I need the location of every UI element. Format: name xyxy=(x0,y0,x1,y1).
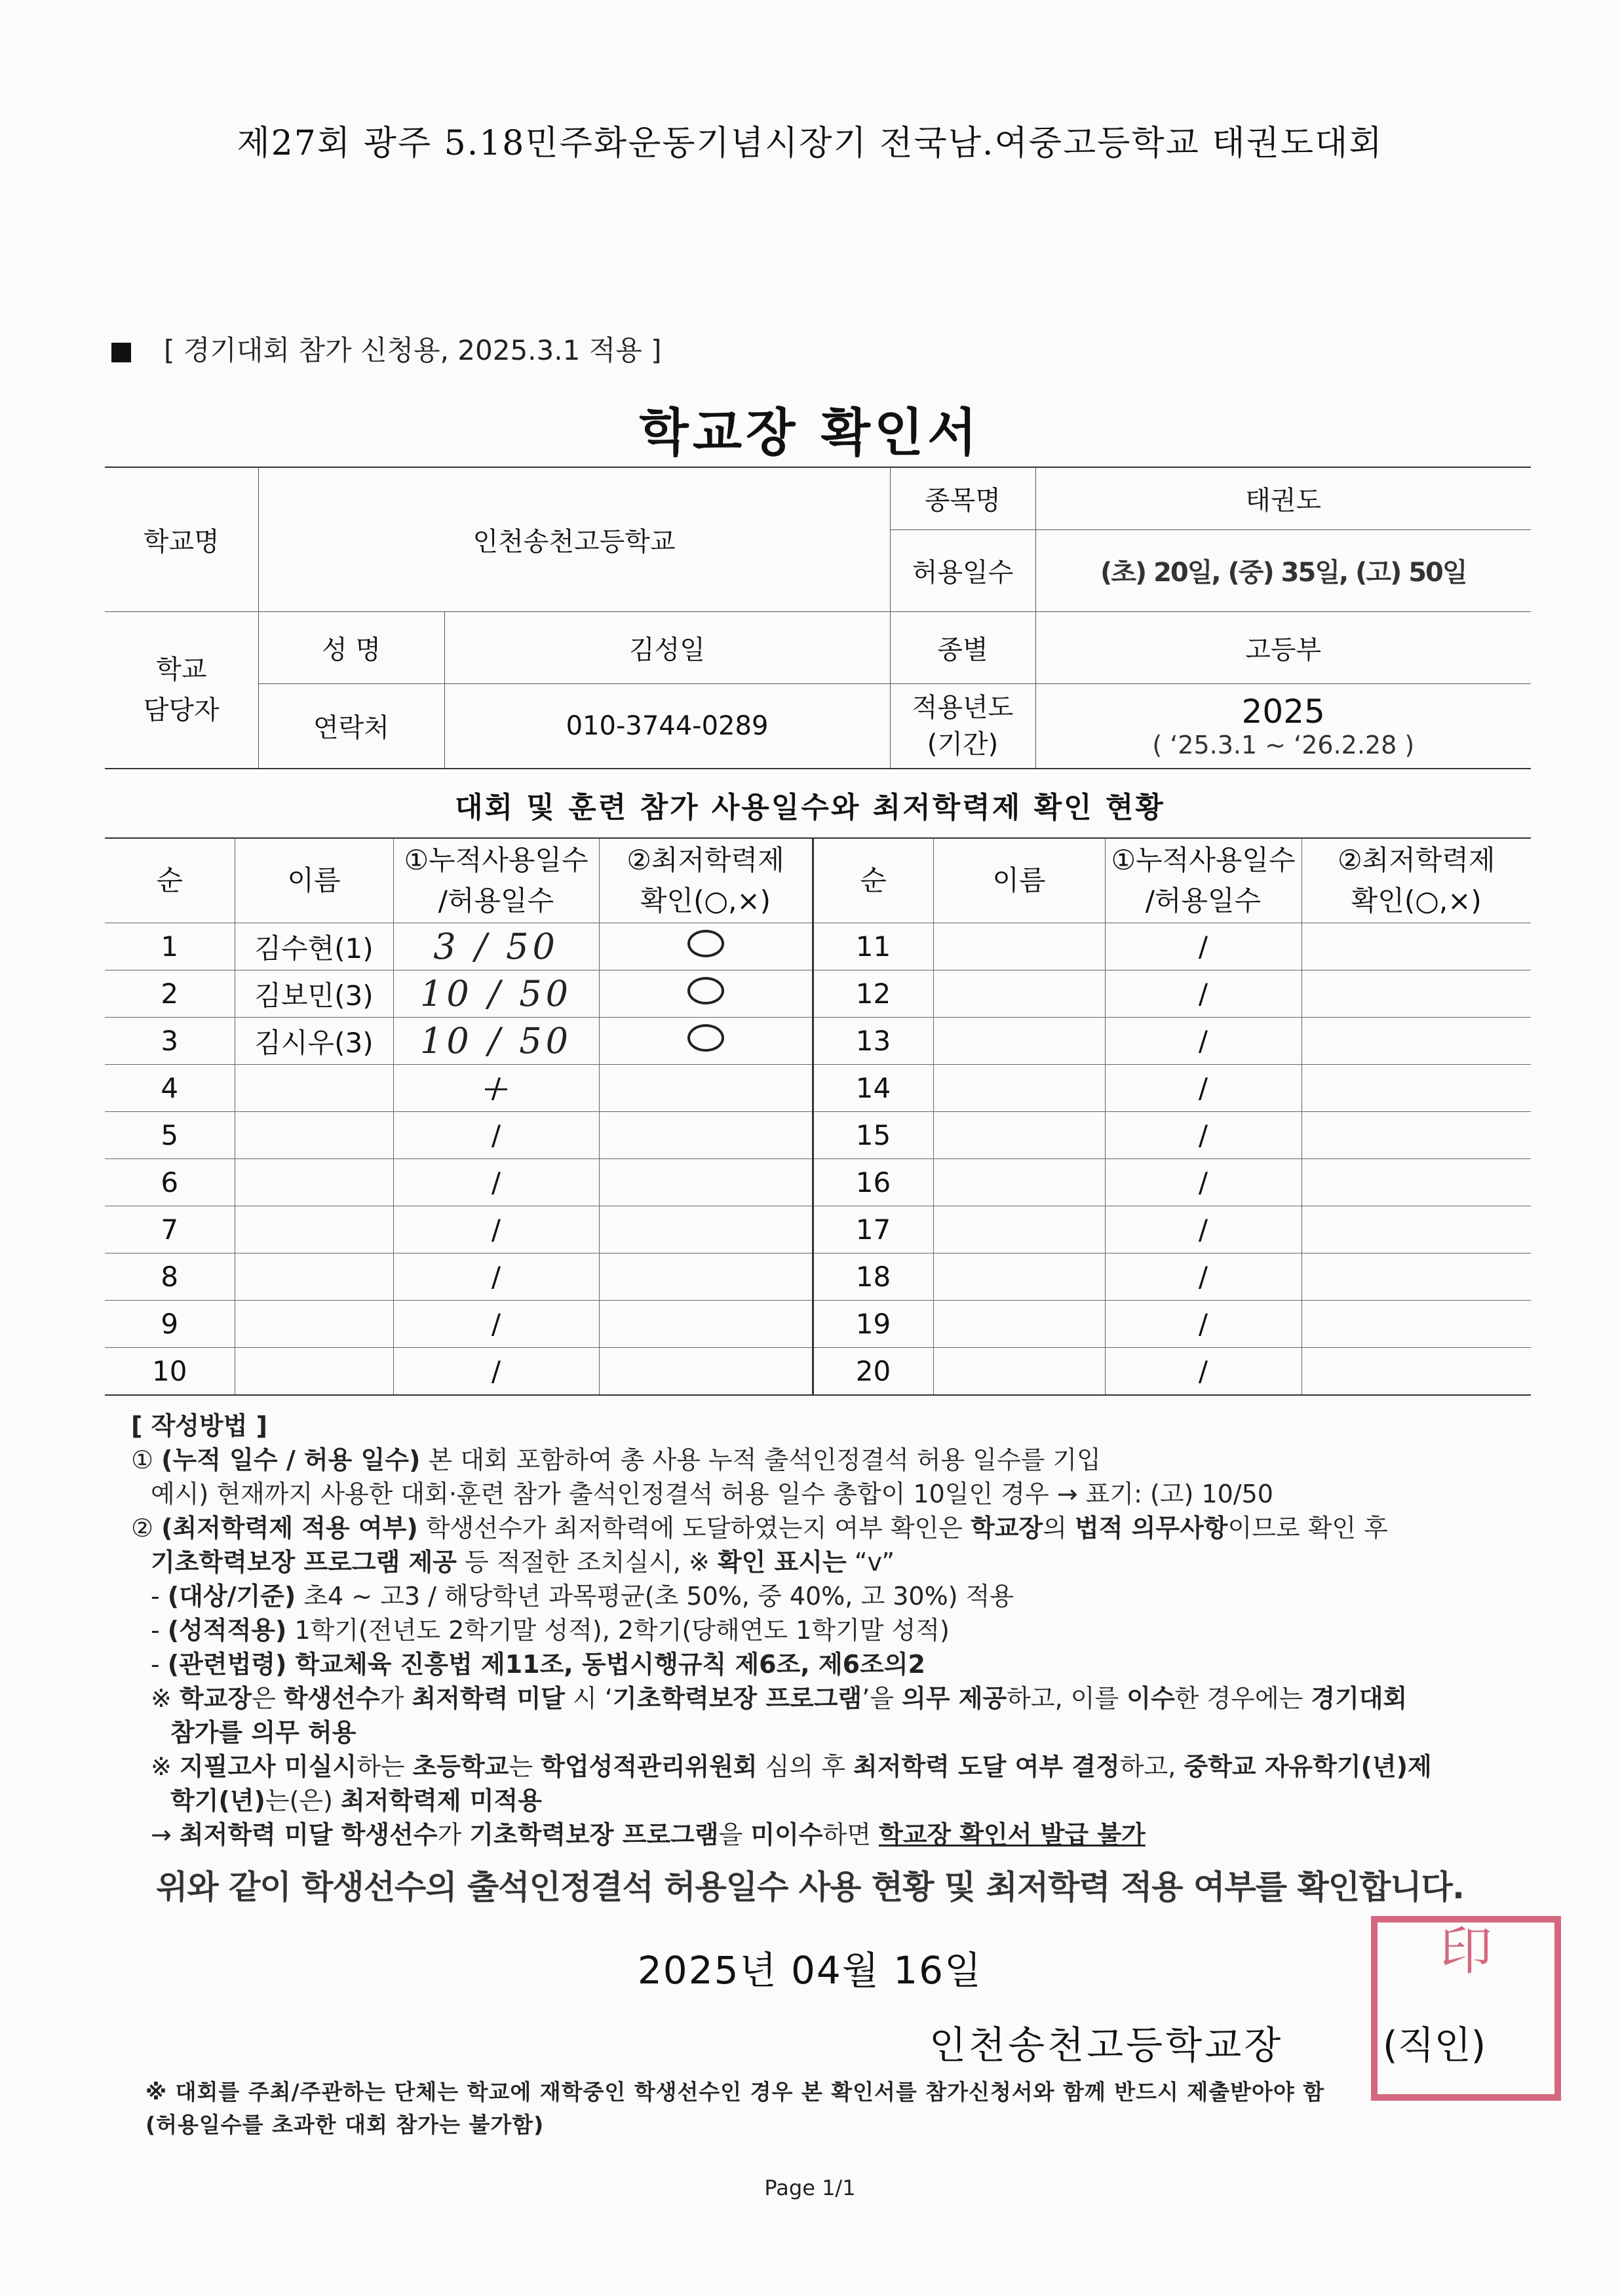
row-days xyxy=(393,1018,599,1065)
school-value: 인천송천고등학교 xyxy=(258,467,890,611)
row-confirm xyxy=(599,1301,813,1348)
col-confirm-right: ②최저학력제 확인(○,×) xyxy=(1302,838,1531,923)
row-confirm xyxy=(599,1018,813,1065)
row-no-text: 5 xyxy=(161,1119,179,1151)
row-confirm xyxy=(599,1206,813,1253)
row-no-right-text: 15 xyxy=(855,1119,891,1151)
row-days-text: / xyxy=(491,1072,501,1104)
row-no xyxy=(105,1112,235,1159)
row-no-right xyxy=(813,1206,933,1253)
row-name xyxy=(235,1206,393,1253)
row-name-right xyxy=(933,1112,1105,1159)
row-name-right xyxy=(933,970,1105,1018)
table-row xyxy=(105,923,1531,970)
roster-table xyxy=(105,837,1531,1396)
col-no-right: 순 xyxy=(813,838,933,923)
apply-note xyxy=(111,329,662,368)
row-days-right xyxy=(1105,1159,1302,1206)
method-line-12: → 최저학력 미달 학생선수가 기초학력보장 프로그램을 미이수하면 학교장 확인서 발급 불가 xyxy=(151,1820,1146,1849)
table-row xyxy=(105,1206,1531,1253)
year-value: 2025 xyxy=(1241,692,1325,731)
col-name-right: 이름 xyxy=(933,838,1105,923)
col-days-right: ①누적사용일수 /허용일수 xyxy=(1105,838,1302,923)
row-confirm xyxy=(599,923,813,970)
table-row xyxy=(105,1065,1531,1112)
division-value: 고등부 xyxy=(1035,611,1531,683)
row-confirm-right xyxy=(1302,1065,1531,1112)
row-name-right xyxy=(933,1253,1105,1301)
row-days-right-text: / xyxy=(1198,1308,1208,1340)
row-days xyxy=(393,1065,599,1112)
table-row xyxy=(105,1348,1531,1396)
method-line-2: 예시) 현재까지 사용한 대회·훈련 참가 출석인정결석 허용 일수 총합이 10일인 경우 → 표기: (고) 10/50 xyxy=(151,1480,1273,1508)
row-days-right-text: / xyxy=(1198,1072,1208,1104)
writing-method xyxy=(131,1409,1540,1852)
allowed-days-value: (초) 20일, (중) 35일, (고) 50일 xyxy=(1035,529,1531,611)
row-name-text: 김보민(3) xyxy=(254,979,374,1012)
row-name-right xyxy=(933,1159,1105,1206)
row-days-text: / xyxy=(491,1308,501,1340)
row-no-right xyxy=(813,970,933,1018)
row-days-text: / xyxy=(491,1166,501,1198)
row-days-right-text: / xyxy=(1198,1261,1208,1293)
sport-label: 종목명 xyxy=(890,467,1035,529)
row-days-right xyxy=(1105,1301,1302,1348)
col-days: ①누적사용일수 /허용일수 xyxy=(393,838,599,923)
row-confirm xyxy=(599,1112,813,1159)
year-period: ( ‘25.3.1 ~ ‘26.2.28 ) xyxy=(1152,730,1415,759)
row-no-right-text: 14 xyxy=(855,1072,891,1104)
row-no-right xyxy=(813,1112,933,1159)
row-days-right-text: / xyxy=(1198,1214,1208,1246)
table-row xyxy=(105,970,1531,1018)
row-no xyxy=(105,1301,235,1348)
confirm-circle-mark xyxy=(687,1024,724,1052)
row-confirm-right xyxy=(1302,1112,1531,1159)
year-label: 적용년도 (기간) xyxy=(890,683,1035,769)
row-confirm xyxy=(599,1348,813,1396)
row-confirm-right xyxy=(1302,970,1531,1018)
contact-value: 010-3744-0289 xyxy=(444,683,890,769)
row-days-right xyxy=(1105,1112,1302,1159)
method-line-11: 학기(년)는(은) 최저학력제 미적용 xyxy=(170,1786,542,1815)
method-heading: [ 작성방법 ] xyxy=(131,1411,268,1440)
method-line-1: ① (누적 일수 / 허용 일수) 본 대회 포함하여 총 사용 누적 출석인정결석 허용 일수를 기입 xyxy=(131,1445,1101,1474)
row-days-right-text: / xyxy=(1198,1355,1208,1387)
row-no xyxy=(105,1018,235,1065)
table-row xyxy=(105,1253,1531,1301)
row-no-right xyxy=(813,1348,933,1396)
method-line-7: - (관련법령) 학교체육 진흥법 제11조, 동법시행규칙 제6조, 제6조의2 xyxy=(151,1650,925,1679)
row-name xyxy=(235,970,393,1018)
col-name: 이름 xyxy=(235,838,393,923)
contact-label: 연락처 xyxy=(258,683,444,769)
row-no-text: 4 xyxy=(161,1072,179,1104)
square-bullet-icon xyxy=(111,343,131,362)
allowed-days-label: 허용일수 xyxy=(890,529,1035,611)
page-number: Page 1/1 xyxy=(764,2175,856,2200)
method-line-9: 참가를 의무 허용 xyxy=(170,1718,357,1747)
row-confirm xyxy=(599,970,813,1018)
row-no xyxy=(105,970,235,1018)
note-line-2: (허용일수를 초과한 대회 참가는 불가함) xyxy=(145,2112,545,2137)
row-name-right xyxy=(933,1065,1105,1112)
row-no xyxy=(105,1206,235,1253)
row-name-right xyxy=(933,1206,1105,1253)
school-label: 학교명 xyxy=(105,467,258,611)
row-days-right-text: / xyxy=(1198,930,1208,963)
row-no xyxy=(105,1348,235,1396)
confirm-sentence: 위와 같이 학생선수의 출석인정결석 허용일수 사용 현황 및 최저학력 적용 여부를 확인합니다. xyxy=(156,1868,1464,1906)
manager-label: 학교 담당자 xyxy=(105,611,258,769)
row-confirm-right xyxy=(1302,1159,1531,1206)
row-no xyxy=(105,1253,235,1301)
row-days-right xyxy=(1105,1348,1302,1396)
col-no: 순 xyxy=(105,838,235,923)
row-no-right-text: 12 xyxy=(855,978,891,1010)
method-line-5: - (대상/기준) 초4 ~ 고3 / 해당학년 과목평균(초 50%, 중 40%, 고 30%) 적용 xyxy=(151,1582,1014,1611)
row-confirm-right xyxy=(1302,1301,1531,1348)
row-no-right-text: 18 xyxy=(855,1261,891,1293)
row-days-right xyxy=(1105,1253,1302,1301)
row-no-text: 3 xyxy=(161,1025,179,1057)
row-no xyxy=(105,923,235,970)
year-cell xyxy=(1035,683,1531,769)
row-no-text: 6 xyxy=(161,1166,179,1198)
principal-name: 인천송천고등학교장 xyxy=(929,2023,1284,2067)
row-confirm-right xyxy=(1302,923,1531,970)
row-no-right xyxy=(813,1065,933,1112)
method-line-4: 기초학력보장 프로그램 제공 등 적절한 조치실시, ※ 확인 표시는 “v” xyxy=(151,1548,895,1577)
row-days-text: 10 / 50 xyxy=(420,1020,572,1062)
row-no-text: 9 xyxy=(161,1308,179,1340)
row-no-right xyxy=(813,1301,933,1348)
row-name xyxy=(235,1159,393,1206)
row-days xyxy=(393,1159,599,1206)
row-no-right-text: 20 xyxy=(855,1355,891,1387)
confirm-circle-mark xyxy=(687,930,724,957)
row-days-text: 3 / 50 xyxy=(433,926,559,967)
row-confirm-right xyxy=(1302,1253,1531,1301)
row-no-right-text: 17 xyxy=(855,1214,891,1246)
row-name xyxy=(235,1253,393,1301)
col-confirm: ②최저학력제 확인(○,×) xyxy=(599,838,813,923)
row-name xyxy=(235,923,393,970)
row-confirm xyxy=(599,1159,813,1206)
method-line-6: - (성적적용) 1학기(전년도 2학기말 성적), 2학기(당해연도 1학기말 성적) xyxy=(151,1616,950,1645)
row-name-right xyxy=(933,1348,1105,1396)
row-name xyxy=(235,1112,393,1159)
row-days xyxy=(393,1301,599,1348)
confirm-circle-mark xyxy=(687,977,724,1004)
row-days xyxy=(393,1348,599,1396)
row-no-right xyxy=(813,923,933,970)
submission-note xyxy=(145,2076,1554,2141)
row-days xyxy=(393,970,599,1018)
row-name xyxy=(235,1018,393,1065)
row-no xyxy=(105,1065,235,1112)
row-name-right xyxy=(933,1018,1105,1065)
row-name-text: 김시우(3) xyxy=(254,1026,374,1059)
row-no-right-text: 16 xyxy=(855,1166,891,1198)
sport-value: 태권도 xyxy=(1035,467,1531,529)
row-name-right xyxy=(933,1301,1105,1348)
table-row xyxy=(105,1112,1531,1159)
row-days xyxy=(393,1112,599,1159)
row-no-right xyxy=(813,1018,933,1065)
row-days-right xyxy=(1105,1206,1302,1253)
row-days-text: / xyxy=(491,1261,501,1293)
row-confirm-right xyxy=(1302,1018,1531,1065)
method-line-3: ② (최저학력제 적용 여부) 학생선수가 최저학력에 도달하였는지 여부 확인은 학교장의 법적 의무사항이므로 확인 후 xyxy=(131,1514,1388,1542)
document-title: 학교장 확인서 xyxy=(639,404,981,463)
row-days-right xyxy=(1105,1065,1302,1112)
name-value: 김성일 xyxy=(444,611,890,683)
row-days-text: 10 / 50 xyxy=(420,973,572,1014)
row-days-right-text: / xyxy=(1198,1119,1208,1151)
row-no-right-text: 19 xyxy=(855,1308,891,1340)
row-name-right xyxy=(933,923,1105,970)
row-no-text: 10 xyxy=(152,1355,187,1387)
row-days-right xyxy=(1105,970,1302,1018)
seal-label: (직인) xyxy=(1383,2023,1486,2067)
row-days-text: / xyxy=(491,1214,501,1246)
row-name xyxy=(235,1301,393,1348)
row-name xyxy=(235,1065,393,1112)
row-no-right-text: 13 xyxy=(855,1025,891,1057)
row-days-right xyxy=(1105,1018,1302,1065)
row-days xyxy=(393,923,599,970)
row-confirm xyxy=(599,1065,813,1112)
name-label: 성 명 xyxy=(258,611,444,683)
row-no-right xyxy=(813,1159,933,1206)
row-days-right-text: / xyxy=(1198,1025,1208,1057)
row-days xyxy=(393,1253,599,1301)
seal-mark: 印 xyxy=(1440,1921,1492,1981)
table-row xyxy=(105,1159,1531,1206)
table-row xyxy=(105,1301,1531,1348)
info-table xyxy=(105,467,1531,769)
method-line-10: ※ 지필고사 미실시하는 초등학교는 학업성적관리위원회 심의 후 최저학력 도달 여부 결정하고, 중학교 자유학기(년)제 xyxy=(151,1752,1432,1781)
row-days-right-text: / xyxy=(1198,1166,1208,1198)
row-name xyxy=(235,1348,393,1396)
row-confirm-right xyxy=(1302,1206,1531,1253)
event-title: 제27회 광주 5.18민주화운동기념시장기 전국남.여중고등학교 태권도대회 xyxy=(237,124,1383,163)
row-no xyxy=(105,1159,235,1206)
row-no-text: 1 xyxy=(161,930,179,963)
division-label: 종별 xyxy=(890,611,1035,683)
row-days-text: / xyxy=(491,1355,501,1387)
row-days-right-text: / xyxy=(1198,978,1208,1010)
row-no-text: 2 xyxy=(161,978,179,1010)
method-line-8: ※ 학교장은 학생선수가 최저학력 미달 시 ‘기초학력보장 프로그램’을 의무 제공하고, 이를 이수한 경우에는 경기대회 xyxy=(151,1684,1408,1713)
row-days-text: / xyxy=(491,1119,501,1151)
row-name-text: 김수현(1) xyxy=(254,932,374,965)
row-no-right xyxy=(813,1253,933,1301)
issue-date: 2025년 04월 16일 xyxy=(637,1948,983,1993)
row-no-right-text: 11 xyxy=(855,930,891,963)
roster-section-title: 대회 및 훈련 참가 사용일수와 최저학력제 확인 현황 xyxy=(455,791,1165,824)
row-no-text: 8 xyxy=(161,1261,179,1293)
school-seal-stamp xyxy=(1371,1916,1561,2101)
row-days-right xyxy=(1105,923,1302,970)
row-confirm xyxy=(599,1253,813,1301)
apply-note-text: [ 경기대회 참가 신청용, 2025.3.1 적용 ] xyxy=(164,334,662,366)
row-confirm-right xyxy=(1302,1348,1531,1396)
row-no-text: 7 xyxy=(161,1214,179,1246)
note-line-1: ※ 대회를 주최/주관하는 단체는 학교에 재학중인 학생선수인 경우 본 확인서를 참가신청서와 함께 반드시 제출받아야 함 xyxy=(145,2079,1325,2105)
row-days xyxy=(393,1206,599,1253)
table-row xyxy=(105,1018,1531,1065)
